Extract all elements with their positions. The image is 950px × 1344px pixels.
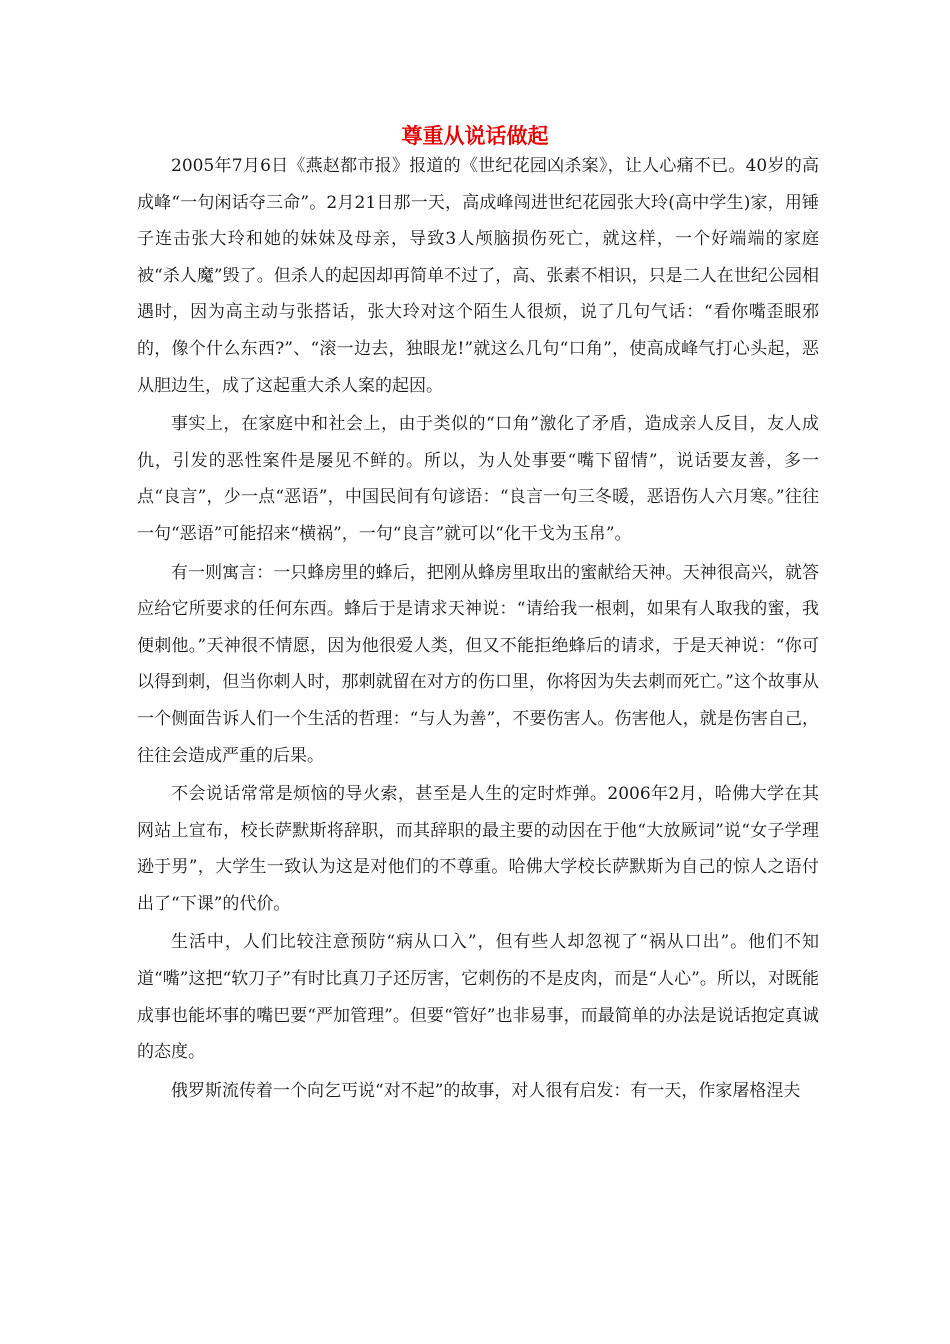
document-title: 尊重从说话做起 [401,124,549,148]
paragraph: 俄罗斯流传着一个向乞丐说“对不起”的故事，对人很有启发：有一天，作家屠格涅夫 [171,1080,801,1101]
document-body [137,148,819,1111]
paragraph: 2005年7月6日《燕赵都市报》报道的《世纪花园凶杀案》，让人心痛不已。40岁的高成峰“一句闲话夺三命”。2月21日那一天，高成峰闯进世纪花园张大玲(高中学生)家，用锤子连击张大玲和她的妹妹及母亲，导致3人颅脑损伤死亡，就这样，一个好端端的家庭被“杀人魔”毁了。但杀人的起因却再简单不过了，高、张素不相识，只是二人在世纪公园相遇时，因为高主动与张搭话，张大玲对这个陌生人很烦，说了几句气话：“看你嘴歪眼邪的，像个什么东西?”、“滚一边去，独眼龙!”就这么几句“口角”，使高成峰气打心头起，恶从胆边生，成了这起重大杀人案的起因。 [137,156,819,396]
paragraph: 生活中，人们比较注意预防“病从口入”，但有些人却忽视了“祸从口出”。他们不知道“嘴”这把“软刀子”有时比真刀子还厉害，它刺伤的不是皮肉，而是“人心”。所以，对既能成事也能坏事的嘴巴要“严加管理”。但要“管好”也非易事，而最简单的办法是说话抱定真诚的态度。 [137,932,819,1063]
paragraph: 事实上，在家庭中和社会上，由于类似的“口角”激化了矛盾，造成亲人反目，友人成仇，引发的恶性案件是屡见不鲜的。所以，为人处事要“嘴下留情”，说话要友善，多一点“良言”，少一点“恶语”，中国民间有句谚语：“良言一句三冬暖，恶语伤人六月寒。”往往一句“恶语”可能招来“横祸”，一句“良言”就可以“化干戈为玉帛”。 [137,414,819,544]
paragraph: 不会说话常常是烦恼的导火索，甚至是人生的定时炸弹。2006年2月，哈佛大学在其网站上宣布，校长萨默斯将辞职，而其辞职的最主要的动因在于他“大放厥词”说“女子学理逊于男”，大学生一致认为这是对他们的不尊重。哈佛大学校长萨默斯为自己的惊人之语付出了“下课”的代价。 [137,784,819,914]
paragraph: 有一则寓言：一只蜂房里的蜂后，把刚从蜂房里取出的蜜献给天神。天神很高兴，就答应给它所要求的任何东西。蜂后于是请求天神说：“请给我一根刺，如果有人取我的蜜，我便刺他。”天神很不情愿，因为他很爱人类，但又不能拒绝蜂后的请求，于是天神说：“你可以得到刺，但当你刺人时，那刺就留在对方的伤口里，你将因为失去刺而死亡。”这个故事从一个侧面告诉人们一个生活的哲理：“与人为善”，不要伤害人。伤害他人，就是伤害自己，往往会造成严重的后果。 [137,562,819,766]
